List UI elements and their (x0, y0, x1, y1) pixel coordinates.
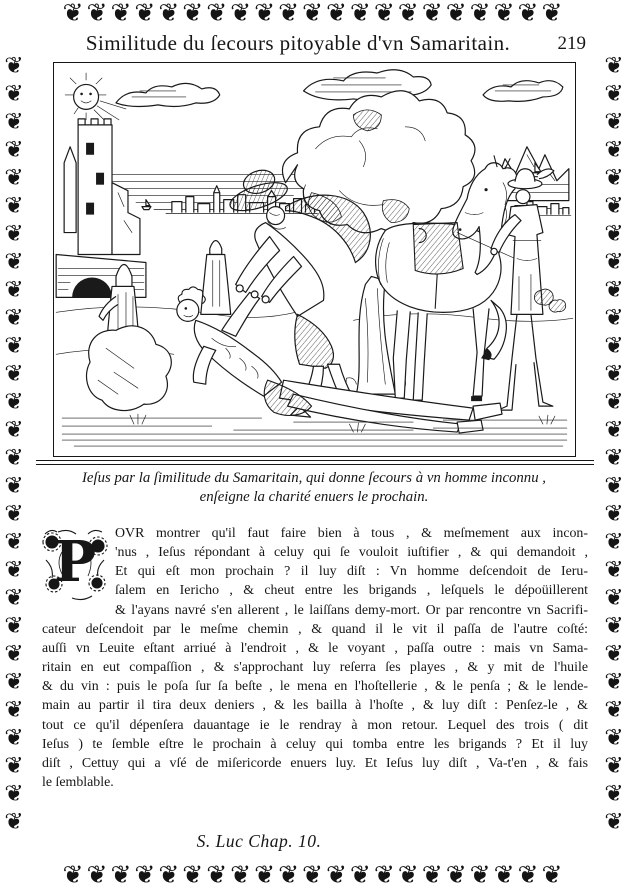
body-line: auſſi vn Leuite eſtant arriué à l'endroit , & le voyant , paſſa outre : mais vn Sama- (42, 640, 588, 656)
horizontal-rule (36, 460, 594, 465)
body-line: & du vin : puis le poſa ſur ſa beſte , le mena en l'hoſtellerie , & le penſa ; & le lende- (42, 679, 588, 695)
body-line: OVR montrer qu'il faut faire bien à tous , & meſmement aux incon- (115, 526, 588, 541)
saddle-cloth (413, 223, 463, 274)
horse-hind-legs (393, 310, 427, 400)
body-line: tout ce qu'il dépenſera dauantage ie le rendray à mon retour. Lequel des trois ( dit (42, 717, 588, 733)
body-line: ritain en eut compaſſion , & s'approchant luy reſerra ſes playes , & y mit de l'huile (42, 660, 588, 676)
levite-figure (201, 241, 231, 315)
body-text (42, 524, 588, 792)
body-line: diſt , Cettuy qui a vſé de miſericorde enuers luy. Et Ieſus luy diſt , Va-t'en , & fais (42, 755, 588, 771)
rocks (86, 326, 171, 411)
body-line: le ſemblable. (42, 775, 114, 791)
ornament-border-right: ❦❦❦❦❦❦❦❦❦❦❦❦❦❦❦❦❦❦❦❦❦❦❦❦❦❦❦❦ (602, 53, 627, 837)
ornament-border-left: ❦❦❦❦❦❦❦❦❦❦❦❦❦❦❦❦❦❦❦❦❦❦❦❦❦❦❦❦ (2, 53, 27, 837)
drop-cap-letter: P (53, 528, 97, 595)
engraving-good-samaritan (53, 62, 576, 457)
body-line: & l'ayans navré s'en allerent , le laiſſans demy-mort. Or par rencontre vn Sacrifi- (115, 602, 588, 618)
body-line: Ieſus ) te ſemble eſtre le prochain à celuy qui tomba entre les brigands ? Et il luy (42, 736, 588, 752)
page-header (60, 31, 592, 59)
ornament-border-top: ❦❦❦❦❦❦❦❦❦❦❦❦❦❦❦❦❦❦❦❦❦ (62, 0, 566, 27)
ornament-border-bottom: ❦❦❦❦❦❦❦❦❦❦❦❦❦❦❦❦❦❦❦❦❦ (62, 862, 566, 889)
body-line: main au partir il tira deux deniers , & les bailla à l'hoſte , & luy diſt : Penſez-le , & (42, 698, 588, 714)
body-line: Et qui eſt mon prochain ? il luy diſt : Vn homme deſcendoit de Ieru- (115, 564, 588, 580)
engraving-caption (50, 469, 578, 507)
castle-ruin (56, 119, 146, 298)
woodcut-illustration (54, 63, 575, 456)
samaritan-skirt (295, 314, 334, 368)
caption-line-1: Ieſus par la ſimilitude du Samaritain, qui donne ſecours à vn homme inconnu , (82, 470, 546, 486)
body-line: 'nus , Ieſus répondant à celuy qui ſe vouloit iuſtifier , & qui demandoit , (115, 545, 588, 561)
ground (62, 414, 567, 446)
page-title: Similitude du ſecours pitoyable d'vn Samaritain. (85, 31, 511, 55)
drop-cap (42, 526, 108, 602)
body-line: ſalem en Iericho , & cheut entre les brigands , leſquels le dépoüillerent (115, 583, 588, 599)
samaritan-head (267, 207, 285, 225)
victim-prop-arm (193, 346, 215, 384)
page-number: 219 (557, 33, 586, 54)
clouds (116, 70, 563, 107)
caption-line-2: enſeigne la charité enuers le prochain. (199, 489, 429, 505)
sun-icon (65, 73, 126, 126)
scripture-reference: S. Luc Chap. 10. (196, 831, 322, 851)
body-line: cateur deſcendoit par le meſme chemin , & quand il le vit il paſſa de l'autre coſté: (42, 621, 588, 637)
